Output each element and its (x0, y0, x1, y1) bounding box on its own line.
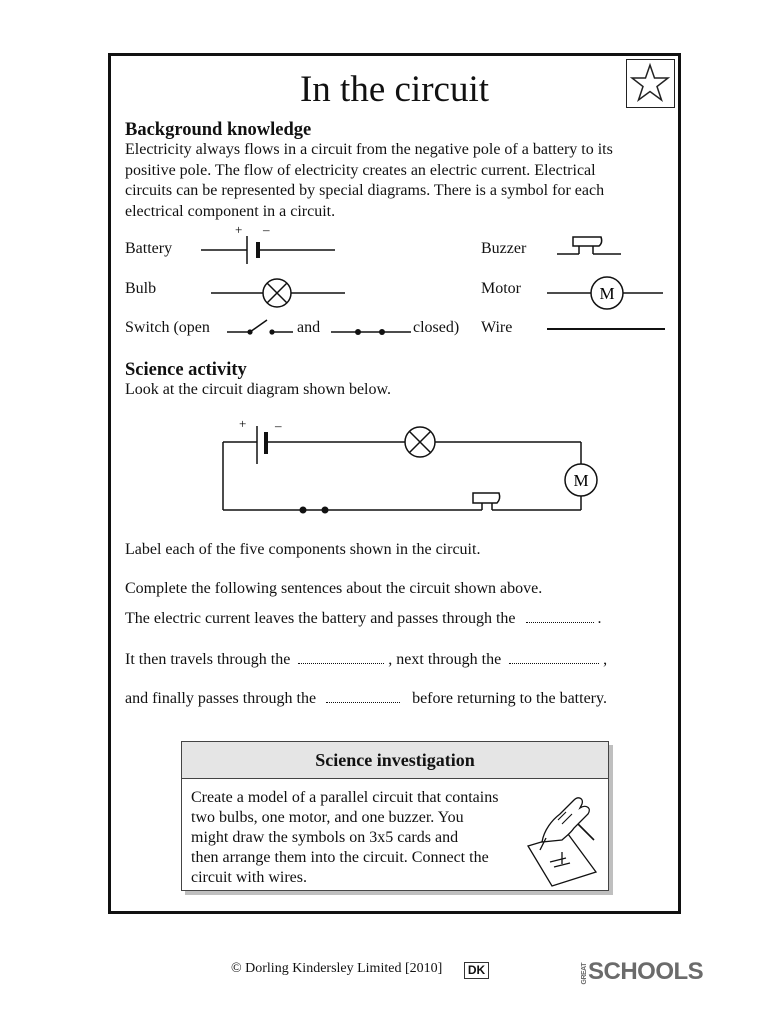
sentence-3 (125, 688, 607, 710)
greatschools-logo-text: SCHOOLS (588, 958, 704, 985)
plus-sign: + (235, 222, 243, 237)
wire-symbol (547, 326, 667, 332)
wire-label: Wire (481, 319, 513, 336)
motor-label: Motor (481, 280, 521, 297)
star-box (626, 59, 675, 108)
battery-symbol (201, 224, 341, 264)
background-paragraph (125, 140, 645, 222)
copyright-text: © Dorling Kindersley Limited [2010] (231, 961, 443, 976)
investigation-line: Create a model of a parallel circuit that contains (191, 789, 499, 806)
answer-blank-1[interactable] (526, 608, 594, 623)
battery-label: Battery (125, 240, 173, 257)
sentence-2: It then travels through the , next through the , (125, 651, 608, 668)
investigation-text (191, 788, 521, 888)
circuit-buzzer (473, 493, 500, 503)
motor-letter: M (599, 284, 615, 303)
label-task: Label each of the five components shown in the circuit. (125, 541, 481, 558)
star-icon (627, 60, 673, 106)
answer-blank-3[interactable] (509, 649, 599, 664)
closed-label: closed) (413, 319, 460, 336)
activity-intro: Look at the circuit diagram shown below. (125, 381, 391, 398)
circuit-motor-letter: M (573, 471, 589, 490)
motor-symbol (547, 276, 665, 312)
background-line: circuits can be represented by special diagrams. There is a symbol for each (125, 182, 605, 199)
greatschools-logo-small-text: GREAT (581, 963, 588, 985)
investigation-box (181, 741, 609, 891)
circuit-plus-sign: + (239, 416, 247, 431)
investigation-line: two bulbs, one motor, and one buzzer. You (191, 809, 464, 826)
answer-blank-2[interactable] (298, 649, 384, 664)
background-heading: Background knowledge (125, 120, 312, 140)
page-title: In the circuit (299, 69, 490, 110)
sentence-1-text: The electric current leaves the battery and passes through the (125, 610, 516, 627)
greatschools-logo (581, 958, 704, 986)
sentence-3-text-a: and finally passes through the (125, 690, 317, 707)
circuit-diagram (223, 414, 593, 518)
background-line: Electricity always flows in a circuit from the negative pole of a battery to its (125, 141, 613, 158)
complete-task: Complete the following sentences about the circuit shown above. (125, 580, 543, 597)
answer-blank-4[interactable] (326, 688, 400, 703)
sentence-1: The electric current leaves the battery and passes through the . (125, 610, 602, 627)
switch-open-symbol (227, 316, 295, 338)
bulb-label: Bulb (125, 280, 157, 297)
switch-open-label: Switch (open (125, 319, 210, 336)
investigation-heading: Science investigation (182, 742, 608, 779)
bulb-symbol (211, 276, 347, 312)
activity-heading: Science activity (125, 360, 247, 380)
switch-closed-symbol (331, 316, 413, 338)
background-line: positive pole. The flow of electricity creates an electric current. Electrical (125, 161, 596, 179)
buzzer-label: Buzzer (481, 240, 527, 257)
minus-sign: – (263, 222, 270, 237)
worksheet (108, 53, 681, 914)
investigation-line: might draw the symbols on 3x5 cards and (191, 829, 459, 846)
sentence-2-text-a: It then travels through the (125, 651, 291, 668)
investigation-line: circuit with wires. (191, 869, 307, 886)
dk-logo: DK (464, 962, 489, 979)
sentence-3-text-b: before returning to the battery. (412, 690, 607, 707)
and-label: and (297, 319, 321, 336)
circuit-minus-sign: – (275, 418, 282, 433)
buzzer-symbol (557, 230, 629, 260)
investigation-line: then arrange them into the circuit. Connect the (191, 849, 489, 866)
circuit-switch (300, 507, 307, 514)
background-line: electrical component in a circuit. (125, 202, 336, 220)
hand-drawing-icon (522, 794, 602, 886)
sentence-2-text-b: , next through the (388, 651, 502, 668)
